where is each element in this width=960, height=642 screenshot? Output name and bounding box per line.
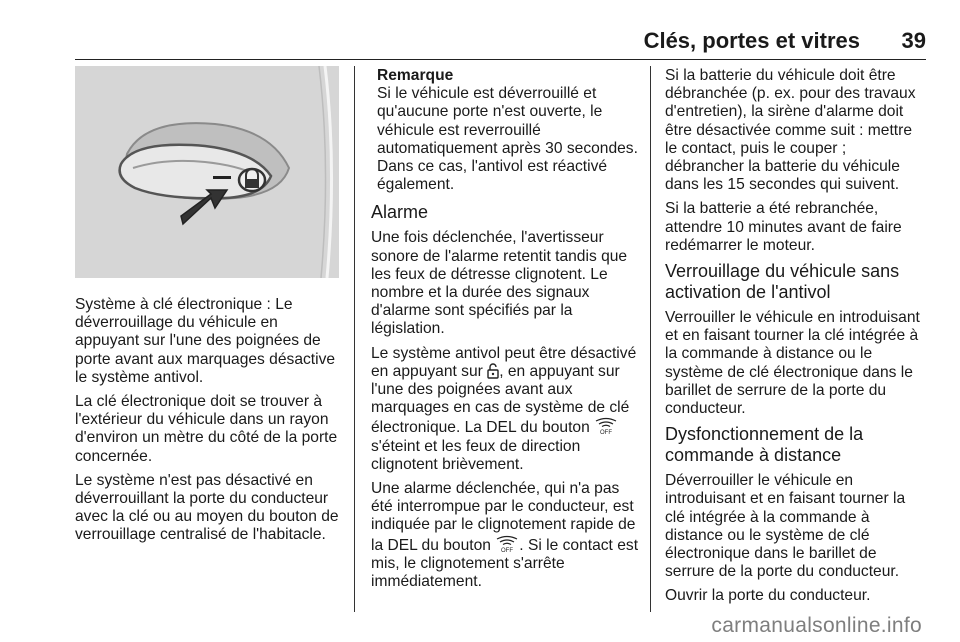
paragraph: Une fois déclenchée, l'avertisseur sonore de l'alarme retentit tandis que les feux de détresse clignotent. Le nombre et la durée des signaux d'alarme sont spécifiés par la législation. <box>371 229 628 338</box>
alarm-off-button-icon <box>495 535 519 553</box>
door-handle-figure <box>75 66 339 278</box>
paragraph: Déverrouiller le véhicule en introduisant et en faisant tourner la clé intégrée à la commande à distance ou le système de clé électronique dans le barillet de serrure de la porte du conducteur. <box>665 472 906 581</box>
paragraph <box>371 480 639 591</box>
paragraph <box>371 345 639 474</box>
door-handle-lock-button-illustration <box>75 66 339 278</box>
page-title: Clés, portes et vitres <box>643 28 860 53</box>
off-label: OFF <box>600 430 613 436</box>
column-2 <box>371 67 639 597</box>
note-body: Si le véhicule est déverrouillé et qu'aucune porte n'est ouverte, le véhicule est reverrouillé automatiquement après 30 secondes. Dans ce cas, l'antivol est réactivé également. <box>377 85 638 194</box>
watermark: carmanualsonline.info <box>711 614 922 637</box>
paragraph: La clé électronique doit se trouver à l'extérieur du véhicule dans un rayon d'environ un mètre du côté de la porte concernée. <box>75 393 338 465</box>
section-heading-dysfonctionnement: Dysfonctionnement de la commande à distance <box>665 424 864 466</box>
text-fragment: . Si le contact est mis, le clignotement s'arrête immédiatement. <box>371 536 639 591</box>
paragraph: Verrouiller le véhicule en introduisant et en faisant tourner la clé intégrée à la commande à distance ou le système de clé électronique dans le barillet de serrure de la porte du conducteur. <box>665 309 920 418</box>
page-number: 39 <box>901 28 926 53</box>
column-1 <box>75 296 343 551</box>
text-fragment: Une alarme déclenchée, qui n'a pas été interrompue par le conducteur, est indiquée par le clignotement rapide de la DEL du bouton <box>371 480 636 554</box>
paragraph: Si la batterie a été rebranchée, attendre 10 minutes avant de faire redémarrer le moteur. <box>665 200 902 254</box>
off-label: OFF <box>501 547 514 553</box>
column-divider-1 <box>354 66 355 612</box>
text-fragment: Le système antivol peut être désactivé en appuyant sur <box>371 344 637 380</box>
text-fragment: s'éteint et les feux de direction clignotent brièvement. <box>371 437 581 473</box>
paragraph: Si la batterie du véhicule doit être débranchée (p. ex. pour des travaux d'entretien), la sirène d'alarme doit être désactivée comme suit : mettre le contact, puis le couper ; débrancher la batterie du véhicule dans les 15 secondes qui suivent. <box>665 67 916 194</box>
text-fragment: , en appuyant sur l'une des poignées avant aux marquages en cas de système de clé électronique. La DEL du bouton <box>371 362 630 437</box>
note-title: Remarque <box>377 67 454 84</box>
section-heading-verrouillage: Verrouillage du véhicule sans activation de l'antivol <box>665 261 900 303</box>
column-3 <box>665 67 927 612</box>
section-heading-alarme: Alarme <box>371 202 429 223</box>
header-rule <box>75 59 926 60</box>
alarm-off-button-icon <box>594 417 618 435</box>
paragraph: Ouvrir la porte du conducteur. <box>665 587 871 605</box>
paragraph: Le système n'est pas désactivé en déverrouillant la porte du conducteur avec la clé ou au moyen du bouton de verrouillage centralisé de l'habitacle. <box>75 471 339 544</box>
column-divider-2 <box>650 66 651 612</box>
paragraph: Système à clé électronique : Le déverrouillage du véhicule en appuyant sur l'une des poignées de porte avant aux marquages désactive le système antivol. <box>75 296 336 386</box>
padlock-open-icon <box>487 363 499 379</box>
